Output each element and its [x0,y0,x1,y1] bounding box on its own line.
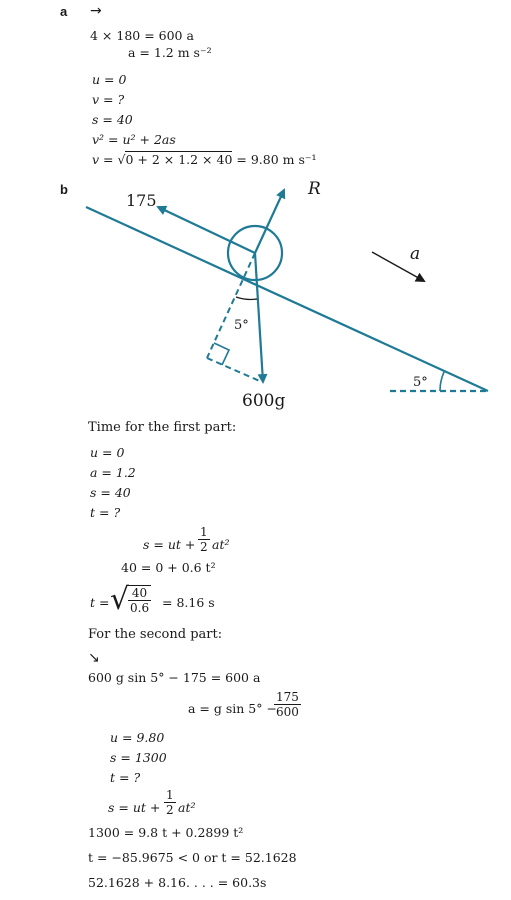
eq1-lhs: s = ut + [143,537,196,552]
given-t1: t = ? [90,505,121,520]
part-b-label: b [60,182,68,197]
slope-angle-label: 5° [413,375,428,390]
given-v: v = ? [92,92,125,107]
result-lhs: v = [92,152,118,167]
direction-arrow-icon: → [90,3,102,19]
force-diagram [0,172,511,412]
force-175-label: 175 [126,191,157,210]
eq5-rhs: at² [178,800,196,815]
right-angle-icon [214,343,229,365]
given-s1: s = 40 [90,485,131,500]
eq6: 1300 = 9.8 t + 0.2899 t² [88,825,244,840]
acceleration-label: a [410,244,421,264]
slope-line [86,207,488,391]
given-s2: s = 1300 [110,750,167,765]
inner-angle-label: 5° [234,318,249,333]
eq4-lhs: a = g sin 5° − [188,701,277,716]
given-s: s = 40 [92,112,133,127]
eq8: 52.1628 + 8.16. . . . = 60.3s [88,875,267,890]
weight-arrow [255,253,263,382]
eq2: 40 = 0 + 0.6 t² [121,560,216,575]
eq7: t = −85.9675 < 0 or t = 52.1628 [88,850,297,865]
eq1-fraction: $\frac{1}{2}$ [200,525,208,554]
eq1-rhs: at² [212,537,230,552]
parallel-component-line [207,358,262,382]
t-fraction: $\frac{40}{0.6}$ [130,586,150,615]
given-u2: u = 9.80 [110,730,165,745]
equation-line: 4 × 180 = 600 a [90,28,194,43]
normal-component-line [207,253,255,358]
second-part-heading: For the second part: [88,627,223,642]
given-u1: u = 0 [90,445,125,460]
sqrt-icon: √ [110,582,130,617]
given-t2: t = ? [110,770,141,785]
t-lhs: t = [90,595,110,610]
t-rhs: = 8.16 s [162,595,215,610]
eq5-lhs: s = ut + [108,800,161,815]
slope-angle-arc [440,372,444,391]
equation-line: a = 1.2 m s⁻² [128,45,212,60]
given-u: u = 0 [92,72,127,87]
given-a1: a = 1.2 [90,465,136,480]
suvat-equation: v² = u² + 2as [92,132,176,147]
result-rhs: = 9.80 m s⁻¹ [232,152,317,167]
velocity-result [92,153,316,167]
eq3: 600 g sin 5° − 175 = 600 a [88,670,261,685]
eq5-fraction: $\frac{1}{2}$ [166,788,174,817]
part-a-label: a [60,4,68,19]
weight-label: 600g [242,391,286,411]
down-slope-arrow-icon: ↘ [88,650,100,666]
inner-angle-arc [236,297,257,299]
eq4-fraction: $\frac{175}{600}$ [276,690,299,719]
reaction-label: R [308,179,321,199]
first-part-heading: Time for the first part: [88,420,237,435]
result-radicand: 0 + 2 × 1.2 × 40 [125,152,233,167]
sqrt-icon: √ [117,152,126,167]
